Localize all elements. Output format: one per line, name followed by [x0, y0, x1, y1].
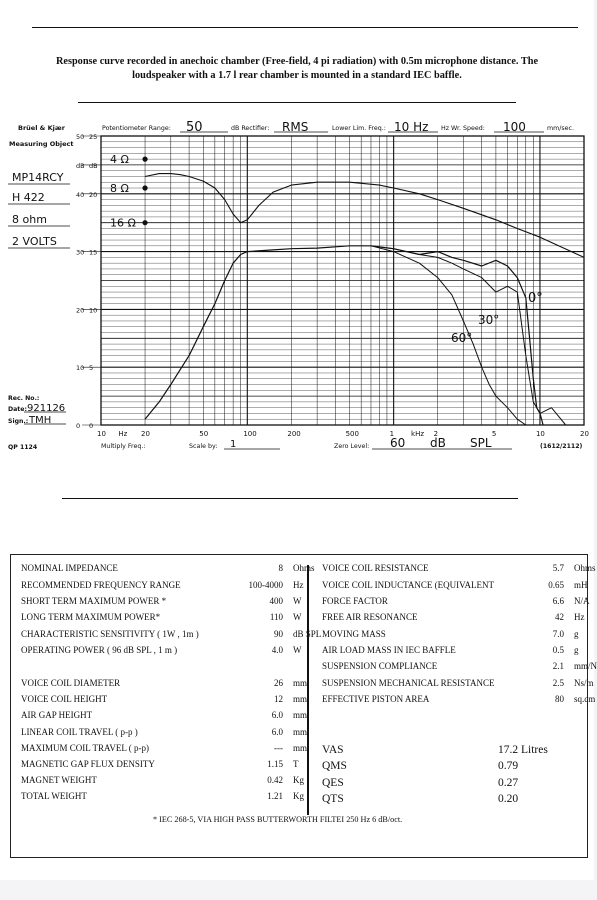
spec-value: 100-4000: [248, 580, 283, 590]
spec-label: CHARACTERISTIC SENSITIVITY ( 1W , 1m ): [21, 629, 199, 639]
spec-label: FREE AIR RESONANCE: [322, 612, 418, 622]
object-code: H 422: [12, 191, 45, 204]
spec-unit: Ohms: [293, 563, 315, 573]
multiply-freq-label: Multiply Freq.:: [101, 443, 146, 450]
angle-30-label: 30°: [478, 313, 500, 327]
spec-label: VOICE COIL HEIGHT: [21, 694, 108, 704]
sign-label: Sign.:: [8, 418, 29, 425]
zero-level-unit: dB: [430, 436, 446, 450]
x-tick-label: 10: [535, 430, 545, 438]
spec-label: VOICE COIL DIAMETER: [21, 678, 121, 688]
chart-caption: [8, 55, 586, 82]
spec-row: [21, 678, 308, 692]
x-tick-label: 20: [580, 430, 589, 438]
caption-rule: [78, 102, 516, 103]
spec-value: 26: [274, 678, 283, 688]
spec-unit: mm: [293, 727, 308, 737]
y-tick-label-left: 0: [76, 422, 81, 430]
specs-table: [10, 554, 597, 858]
ts-row: [322, 744, 584, 758]
spec-label: SUSPENSION MECHANICAL RESISTANCE: [322, 678, 495, 688]
spec-unit: Kg: [293, 775, 304, 785]
brand-name: Brüel & Kjær: [18, 124, 65, 132]
response-chart-svg: [0, 110, 594, 460]
rec-no-label: Rec. No.:: [8, 395, 40, 402]
writing-speed-label: Hz Wr. Speed:: [441, 125, 485, 132]
spec-unit: N/A: [574, 596, 590, 606]
y-tick-label-right: 15: [89, 248, 98, 257]
ts-label: VAS: [322, 744, 344, 756]
object-impedance: 8 ohm: [12, 213, 47, 226]
y-tick-label-right: 25: [89, 133, 98, 141]
x-tick-label: 2: [433, 430, 439, 438]
angle-0-label: 0°: [528, 291, 543, 306]
spec-label: VOICE COIL INDUCTANCE (EQUIVALENT: [322, 580, 495, 590]
x-tick-label: 10: [97, 430, 106, 438]
spec-label: MAGNETIC GAP FLUX DENSITY: [21, 759, 155, 769]
x-tick-label: 200: [287, 430, 301, 438]
spec-value: 1.21: [267, 791, 283, 801]
spec-label: VOICE COIL RESISTANCE: [322, 563, 429, 573]
y-tick-label-left: 50: [76, 133, 85, 141]
zero-level-value: 60: [390, 436, 406, 450]
y-tick-label-left: 20: [76, 306, 85, 315]
measuring-object-label: Measuring Object: [9, 140, 74, 148]
spec-value: 12: [274, 694, 283, 704]
spec-value: 5.7: [552, 563, 564, 573]
spec-row: [21, 629, 322, 643]
specs-footnote: * IEC 268-5, VIA HIGH PASS BUTTERWORTH FILTEI 250 Hz 6 dB/oct.: [153, 815, 403, 824]
y-tick-label-left: 10: [76, 364, 85, 373]
ts-row: [322, 777, 584, 791]
spec-unit: sq.cm: [574, 694, 596, 704]
spec-row: [21, 563, 315, 577]
spec-label: FORCE FACTOR: [322, 596, 388, 606]
scale-by-value: 1: [230, 439, 237, 450]
spec-unit: mm: [293, 694, 308, 704]
qp-code: QP 1124: [8, 444, 38, 451]
spec-row: [322, 629, 584, 643]
date-value: 921126: [27, 403, 66, 414]
y-tick-label-right: 10: [89, 306, 98, 315]
y-tick-label-right: 20: [89, 190, 98, 199]
spec-label: NOMINAL IMPEDANCE: [21, 563, 118, 573]
ts-value: 0.79: [498, 760, 519, 772]
date-label: Date:: [8, 406, 27, 413]
spec-label: OPERATING POWER ( 96 dB SPL , 1 m ): [21, 645, 178, 655]
spec-unit: Ohms: [574, 563, 596, 573]
spec-label: SUSPENSION COMPLIANCE: [322, 661, 438, 671]
spec-row: [21, 645, 303, 659]
impedance-marker-label: 16 Ω: [110, 216, 136, 230]
ts-value: 0.27: [498, 777, 519, 789]
specs-divider: [307, 565, 309, 815]
response-curve: [371, 246, 526, 425]
spec-label: MAXIMUM COIL TRAVEL ( p-p): [21, 743, 149, 753]
spec-value: 2.5: [552, 678, 564, 688]
spec-row: [21, 580, 303, 594]
spec-row: [21, 775, 303, 789]
object-model: MP14RCY: [12, 171, 64, 184]
impedance-marker-label: 4 Ω: [110, 153, 129, 167]
writing-speed-unit: mm/sec.: [547, 125, 575, 132]
impedance-marker-dot: [142, 220, 147, 225]
impedance-marker-dot: [142, 185, 147, 190]
spec-label: TOTAL WEIGHT: [21, 791, 87, 801]
spec-value: 42: [555, 612, 564, 622]
x-tick-label: kHz: [411, 430, 425, 438]
angle-60-label: 60°: [451, 331, 473, 345]
spec-row: [21, 743, 308, 757]
spec-row: [21, 791, 303, 805]
impedance-curve: [145, 174, 584, 258]
ts-row: [322, 793, 584, 807]
spec-unit: mm: [293, 710, 308, 720]
spec-row: [21, 694, 308, 708]
spec-label: MOVING MASS: [322, 629, 386, 639]
lower-limit-value: 10 Hz: [394, 120, 429, 134]
y-tick-label-right: 5: [89, 364, 94, 373]
spec-value: 7.0: [552, 629, 564, 639]
response-curve: [145, 246, 543, 425]
spec-value: 0.65: [548, 580, 564, 590]
spec-unit: g: [574, 629, 579, 639]
x-tick-label: 1: [389, 430, 395, 438]
spec-label: LONG TERM MAXIMUM POWER*: [21, 612, 161, 622]
spec-value: 0.42: [267, 775, 283, 785]
spec-unit: Ns/m: [574, 678, 594, 688]
caption-line-1: Response curve recorded in anechoic chamber (Free-field, 4 pi radiation) with 0.5m microphone distance. The: [55, 56, 539, 67]
top-rule: [32, 27, 578, 28]
x-tick-label: 5: [491, 430, 497, 438]
spec-unit: Hz: [574, 612, 585, 622]
chart-bottom-rule: [62, 498, 518, 499]
spec-value: 1.15: [267, 759, 283, 769]
spec-unit: mm/N: [574, 661, 597, 671]
spec-unit: W: [293, 645, 302, 655]
scale-by-label: Scale by:: [189, 443, 218, 450]
spec-value: 8: [278, 563, 283, 573]
spec-value: 0.5: [552, 645, 564, 655]
spec-row: [21, 710, 308, 724]
spec-value: 2.1: [552, 661, 564, 671]
response-chart: [0, 110, 594, 460]
spec-unit: mH: [574, 580, 588, 590]
spec-unit: W: [293, 596, 302, 606]
spec-label: RECOMMENDED FREQUENCY RANGE: [21, 580, 181, 590]
ts-label: QMS: [322, 760, 347, 772]
spec-unit: dB SPL: [293, 629, 322, 639]
spec-unit: W: [293, 612, 302, 622]
spec-unit: T: [293, 759, 299, 769]
spec-label: LINEAR COIL TRAVEL ( p-p ): [21, 727, 138, 737]
caption-line-2: loudspeaker with a 1.7 l rear chamber is mounted in a standard IEC baffle.: [132, 69, 462, 81]
spec-row: [322, 580, 588, 594]
zero-level-label: Zero Level:: [334, 443, 370, 450]
spec-value: 80: [555, 694, 564, 704]
spec-label: AIR LOAD MASS IN IEC BAFFLE: [322, 645, 456, 655]
spec-value: ---: [274, 743, 283, 753]
spec-value: 90: [274, 629, 283, 639]
y-tick-label-left: dB: [76, 161, 85, 170]
pot-range-value: 50: [186, 120, 203, 135]
ts-value: 0.20: [498, 793, 519, 805]
sign-value: TMH: [29, 415, 52, 426]
x-tick-label: 100: [243, 430, 257, 438]
spec-unit: mm: [293, 743, 308, 753]
writing-speed-value: 100: [503, 120, 526, 134]
ts-label: QES: [322, 777, 344, 789]
spec-label: SHORT TERM MAXIMUM POWER *: [21, 596, 167, 606]
spec-row: [21, 612, 303, 626]
spec-value: 6.6: [552, 596, 564, 606]
spec-unit: mm: [293, 678, 308, 688]
spec-row: [322, 694, 596, 708]
spec-row: [322, 612, 584, 626]
object-voltage: 2 VOLTS: [12, 235, 57, 248]
spec-value: 6.0: [271, 710, 283, 720]
impedance-marker-dot: [142, 157, 147, 162]
spec-label: EFFECTIVE PISTON AREA: [322, 694, 430, 704]
paper-code: (1612/2112): [540, 443, 583, 450]
spec-row: [322, 645, 584, 659]
spec-row: [21, 759, 303, 773]
lower-limit-label: Lower Lim. Freq.:: [332, 125, 386, 132]
spec-row: [322, 661, 597, 675]
spec-unit: Kg: [293, 791, 304, 801]
db-rectifier-label: dB Rectifier:: [231, 125, 270, 132]
spec-label: MAGNET WEIGHT: [21, 775, 97, 785]
x-tick-label: 20: [141, 430, 150, 438]
ts-label: QTS: [322, 793, 344, 805]
spec-row: [322, 678, 594, 692]
ts-value: 17.2 Litres: [498, 744, 548, 756]
zero-level-spl: SPL: [470, 436, 492, 450]
y-tick-label-right: dB: [89, 161, 98, 170]
spec-row: [21, 596, 303, 610]
spec-row: [21, 727, 308, 741]
spec-value: 6.0: [271, 727, 283, 737]
x-tick-label: 50: [199, 430, 209, 438]
x-tick-label: 500: [345, 430, 359, 438]
y-tick-label-left: 40: [76, 190, 85, 199]
spec-row: [322, 563, 596, 577]
spec-value: 4.0: [271, 645, 283, 655]
spec-row: [322, 596, 590, 610]
y-tick-label-left: 30: [76, 248, 85, 257]
spec-value: 110: [269, 612, 283, 622]
spec-value: 400: [269, 596, 283, 606]
y-tick-label-right: 0: [89, 422, 94, 430]
spec-label: AIR GAP HEIGHT: [21, 710, 93, 720]
x-tick-label: Hz: [118, 430, 128, 438]
ts-row: [322, 760, 584, 774]
spec-unit: Hz: [293, 580, 304, 590]
db-rectifier-value: RMS: [282, 120, 309, 134]
spec-unit: g: [574, 645, 579, 655]
pot-range-label: Potentiometer Range:: [102, 125, 171, 132]
impedance-marker-label: 8 Ω: [110, 182, 129, 196]
